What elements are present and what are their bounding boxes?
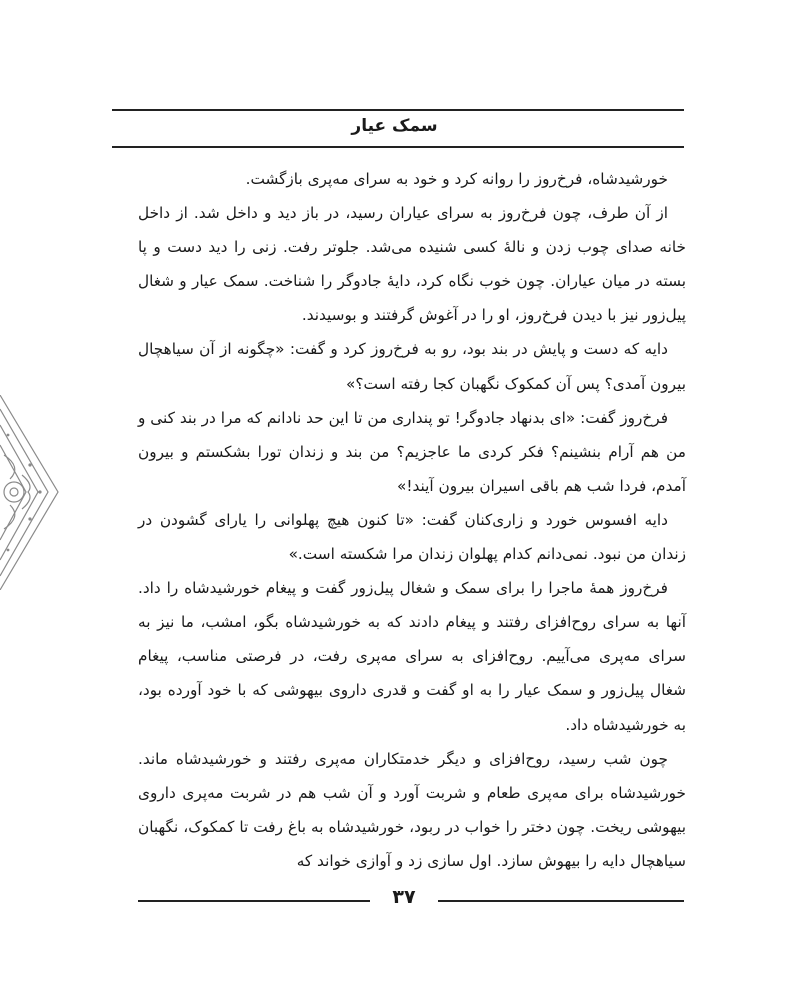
header-rule-bottom: [112, 146, 684, 148]
footer-rule-left: [138, 900, 370, 902]
paragraph: دایه افسوس خورد و زاری‌کنان گفت: «تا کنون هیچ پهلوانی را یارای گشودن در زندان من نبود. نمی‌دانم کدام پهلوان زندان مرا شکسته است.»: [138, 510, 686, 564]
arabesque-ornament-icon: [0, 395, 60, 590]
paragraph: چون شب رسید، روح‌افزای و دیگر خدمتکاران مه‌پری رفتند و خورشیدشاه ماند. خورشیدشاه برای مه‌پری طعام و شربت آورد و آن شب هم در شربت مه‌پری داروی بیهوشی ریخت. چون دختر را خواب در ربود، خورشیدشاه به باغ رفت تا کمکوک، نگهبان سیاهچال دایه را بیهوش سازد. اول سازی زد و آوازی خواند که: [138, 749, 686, 870]
paragraph: دایه که دست و پایش در بند بود، رو به فرخ‌روز کرد و گفت: «چگونه از آن سیاهچال بیرون آمدی؟ پس آن کمکوک نگهبان کجا رفته است؟»: [138, 340, 686, 393]
body-text: [138, 162, 686, 878]
paragraph: خورشیدشاه، فرخ‌روز را روانه کرد و خود به سرای مه‌پری بازگشت.: [245, 170, 668, 188]
header-rule-top: [112, 109, 684, 111]
running-header-title: سمک عیار: [351, 116, 438, 136]
page-number: ۳۷: [392, 886, 416, 908]
paragraph: فرخ‌روز همهٔ ماجرا را برای سمک و شغال پیل‌زور گفت و پیغام خورشیدشاه را داد. آنها به سرای روح‌افزای رفتند و پیغام دادند که به خورشیدشاه بگو، امشب، ما نیز به سرای مه‌پری می‌آییم. روح‌افزای به سرای مه‌پری رفت، در فرصتی مناسب، پیغام شغال پیل‌زور و سمک عیار را به او گفت و قدری داروی بیهوشی که با خود آورده بود، به خورشیدشاه داد.: [138, 579, 686, 734]
footer-rule-right: [438, 900, 684, 902]
paragraph: از آن طرف، چون فرخ‌روز به سرای عیاران رسید، در باز دید و داخل شد. از داخل خانه صدای چوب زدن و نالهٔ کسی شنیده می‌شد. جلوتر رفت. زنی را دید دست و پا بسته در میان عیاران. چون خوب نگاه کرد، دایهٔ جادوگر را شناخت. سمک عیار و شغال پیل‌زور نیز با دیدن فرخ‌روز، او را در آغوش گرفتند و بوسیدند.: [138, 204, 686, 325]
paragraph: فرخ‌روز گفت: «ای بدنهاد جادوگر! تو پنداری من تا این حد نادانم که مرا در بند کنی و من هم آرام بنشینم؟ فکر کردی ما عاجزیم؟ من بند و زندان تورا بشکستم و بیرون آمدم، فردا شب هم باقی اسیران بیرون آیند!»: [138, 408, 686, 495]
